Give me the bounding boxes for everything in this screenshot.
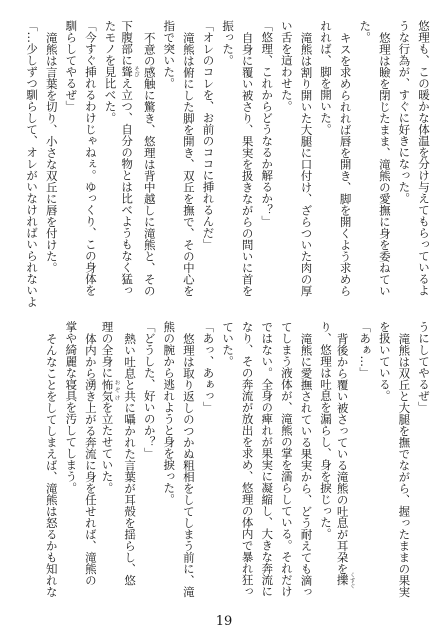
ruby-base: 擽 — [335, 571, 350, 589]
text-column: 振った。 — [221, 20, 236, 66]
text-column: 自身に覆い被さり、果実を扱きながらの問いに首を — [240, 31, 255, 296]
text-column: 滝熊は双丘と大腿を撫でながら、握ったままの果実 — [397, 332, 412, 597]
text-column: い舌を這わせた。 — [279, 20, 294, 112]
text-column: 不意の感触に驚き、悠理は背中越しに滝熊と、その — [142, 31, 157, 296]
column-text: 下腹部に — [120, 20, 135, 66]
ruby-base: 聳 — [120, 66, 135, 78]
text-column — [100, 321, 120, 611]
text-column: た。 — [358, 20, 373, 43]
text-column: キスを求められれば唇を開き、脚を開くよう求めら — [338, 31, 353, 296]
text-column: 「あぁ…」 — [358, 321, 373, 379]
text-column: たモノを見比べた。 — [103, 20, 118, 124]
column-text: 理の全身に — [100, 321, 115, 379]
text-column: 悠理も、この暖かな体温を分け与えてもらっているよ — [417, 20, 431, 296]
text-column: 「今すぐ挿れるわけじゃねぇ。ゆっくり、この身体を — [83, 20, 98, 296]
text-column: 熊の腕から逃れようと身を捩った。 — [162, 321, 177, 505]
text-column: 「悠理、これからどうなるか解るか？」 — [260, 20, 275, 227]
text-column: てしまう液体が、滝熊の掌を濡らしている。それだけ — [279, 321, 294, 597]
column-text: を立たせていた。 — [100, 401, 115, 494]
text-column: 滝熊は割り開いた大腿に口付け、ざらついた肉の厚 — [299, 31, 314, 296]
ruby-word — [120, 66, 140, 78]
ruby-annotation: くすぐ — [348, 571, 355, 589]
text-column: れれば、脚を開いた。 — [319, 20, 334, 135]
text-column: 熱い吐息と共に囁かれた言葉が耳殻を揺らし、悠 — [123, 332, 138, 586]
column-text: 背後から覆い被さっている滝熊の吐息が耳朶を — [335, 332, 350, 574]
column-text: え立つ、自分の物とは比べようもなく猛っ — [120, 77, 135, 296]
ruby-base: 怖気 — [100, 378, 115, 402]
text-column: 「オレのコレを、お前のココに挿れるんだ」 — [201, 20, 216, 250]
lower-text-tier — [21, 321, 433, 611]
text-column: ではない。全身の痺れが果実に凝縮し、大きな奔流に — [260, 321, 275, 597]
page-number: 19 — [215, 614, 233, 629]
text-column: 掌や綺麗な寝具を汚してしまう。 — [64, 321, 79, 494]
text-column: うにしてやるぜ」 — [417, 321, 431, 413]
ruby-annotation: おぞけ — [113, 378, 120, 402]
text-column: ていた。 — [221, 321, 236, 367]
text-column: 悠理は瞼を閉じたまま、滝熊の愛撫に身を委ねてい — [377, 31, 392, 296]
text-column — [120, 20, 140, 310]
text-column: 悠理は取り返しのつかぬ粗相をしてしまう前に、滝 — [181, 332, 196, 597]
text-column: 「どうした、好いのか？」 — [142, 321, 157, 459]
text-column: 馴らしてやるぜ」 — [64, 20, 79, 112]
text-column: なり、その奔流が放出を求め、悠理の体内で暴れ狂っ — [240, 321, 255, 597]
text-column: 体内から湧き上がる奔流に身を任せれば、滝熊の — [83, 332, 98, 586]
text-column: 指で突いた。 — [162, 20, 177, 89]
text-column: そんなことをしてしまえば、滝熊は怒るかも知れな — [44, 332, 59, 597]
ruby-word — [335, 571, 355, 589]
text-column: り、悠理は吐息を漏らし、身を捩じった。 — [319, 321, 334, 540]
text-column: 「あっ、あぁっ」 — [201, 321, 216, 413]
ruby-word — [100, 378, 120, 402]
ruby-annotation: そび — [133, 66, 140, 78]
upper-text-tier — [21, 20, 433, 310]
text-column: 「…少しずつ馴らして、オレがいなければいられないよ — [25, 20, 40, 308]
text-column: 滝熊は言葉を切り、小さな双丘に唇を付けた。 — [44, 31, 59, 273]
text-column — [335, 321, 355, 611]
text-column: 滝熊に愛撫されている果実から、どう耐えても滴っ — [299, 332, 314, 597]
text-column: うな行為が、すぐに好きになった。 — [397, 20, 412, 204]
text-column: を扱いている。 — [377, 321, 392, 402]
text-column: 滝熊は俯にした脚を開き、双丘を撫で、その中心を — [181, 31, 196, 296]
